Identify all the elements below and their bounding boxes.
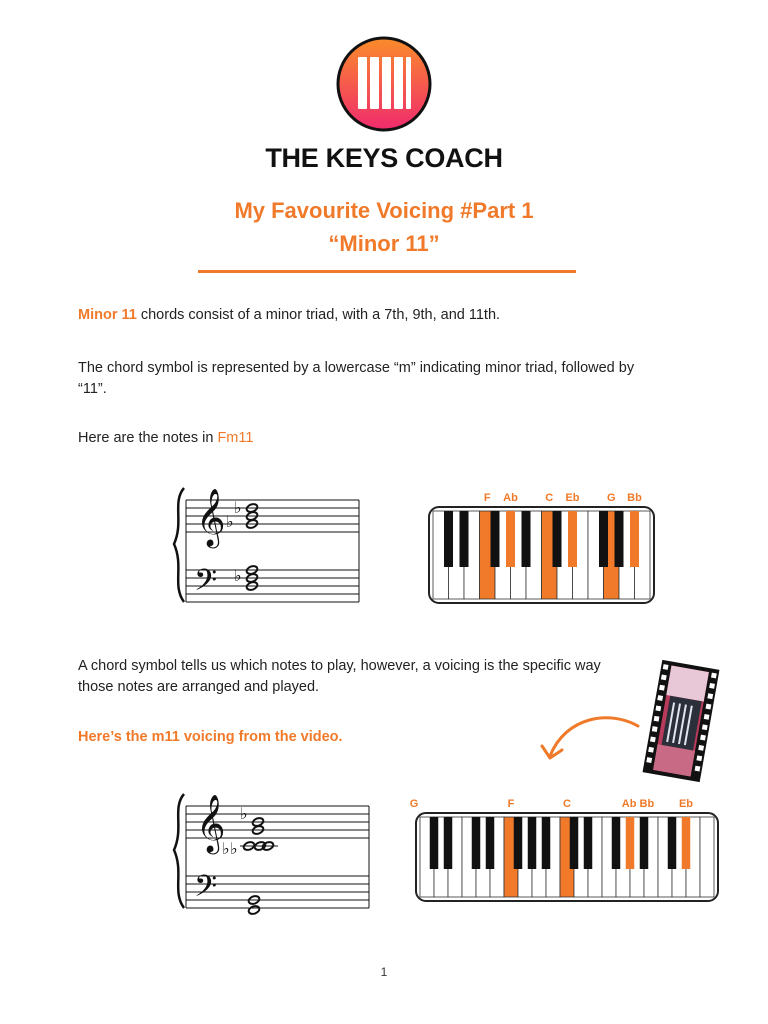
black-key <box>615 511 624 567</box>
page-number: 1 <box>380 965 388 979</box>
black-key <box>514 817 523 869</box>
note-label: Ab <box>503 492 518 504</box>
black-key <box>599 511 608 567</box>
piano-logo-icon <box>335 35 433 133</box>
black-key <box>568 511 577 567</box>
note-label: C <box>563 798 571 810</box>
keyboard-keys <box>429 507 654 603</box>
black-key <box>472 817 481 869</box>
keyboard-fm11 <box>428 485 656 605</box>
black-key <box>506 511 515 567</box>
page-subtitle: “Minor 11” <box>328 231 440 256</box>
note-label: F <box>507 798 515 810</box>
black-key <box>528 817 537 869</box>
black-key <box>444 817 453 869</box>
highlight-fm11: Fm11 <box>217 430 254 446</box>
black-key <box>522 511 531 567</box>
paragraph-voicing: A chord symbol tells us which notes to play, however, a voicing is the specific way those notes are arranged and played. <box>78 658 601 695</box>
page-title: My Favourite Voicing #Part 1 <box>234 198 534 223</box>
svg-text:♭: ♭ <box>234 500 242 517</box>
keyboard-m11-voicing <box>409 793 720 901</box>
paragraph-voicing-intro: Here’s the m11 voicing from the video. <box>78 729 343 745</box>
note-label: Eb <box>678 798 694 810</box>
svg-text:♭: ♭ <box>222 841 230 858</box>
video-filmstrip-thumbnail[interactable] <box>636 658 726 784</box>
note-label: F <box>483 492 491 504</box>
black-key <box>612 817 621 869</box>
paragraph-intro: Minor 11 chords consist of a minor triad, with a 7th, 9th, and 11th. <box>78 307 501 323</box>
black-key <box>486 817 495 869</box>
black-key <box>626 817 635 869</box>
keyboard-note-labels <box>484 492 642 504</box>
black-key <box>640 817 649 869</box>
highlight-minor11: Minor 11 <box>78 307 137 323</box>
brand-name: THE KEYS COACH <box>265 143 503 173</box>
black-key <box>570 817 579 869</box>
note-label: C <box>545 492 554 504</box>
bass-clef-icon: 𝄢 <box>194 563 218 604</box>
svg-text:♭: ♭ <box>234 568 242 585</box>
black-key <box>460 511 469 567</box>
bass-clef-icon: 𝄢 <box>194 869 218 910</box>
note-label: G <box>606 492 616 504</box>
black-key <box>584 817 593 869</box>
black-key <box>542 817 551 869</box>
white-key <box>700 817 714 897</box>
black-key <box>682 817 691 869</box>
staff-fm11 <box>170 482 362 608</box>
curved-arrow-icon <box>540 712 644 764</box>
black-key <box>668 817 677 869</box>
note-label: Eb <box>565 492 580 504</box>
black-key <box>491 511 500 567</box>
paragraph-notes-intro: Here are the notes in Fm11 <box>78 430 254 446</box>
black-key <box>430 817 439 869</box>
keyboard-keys <box>416 813 718 901</box>
black-key <box>630 511 639 567</box>
treble-clef-icon: 𝄞 <box>196 795 226 851</box>
treble-clef-icon: 𝄞 <box>196 489 226 545</box>
svg-text:♭: ♭ <box>230 841 238 858</box>
keyboard-note-labels <box>410 798 694 810</box>
svg-text:♭: ♭ <box>240 806 248 823</box>
paragraph-chord-symbol: The chord symbol is represented by a lowercase “m” indicating minor triad, followed by “11”. <box>78 360 635 397</box>
svg-text:♭: ♭ <box>226 514 234 531</box>
note-label: G <box>409 798 419 810</box>
note-label: Bb <box>627 492 642 504</box>
title-divider <box>198 270 576 273</box>
note-label: Ab Bb <box>621 798 655 810</box>
black-key <box>444 511 453 567</box>
black-key <box>553 511 562 567</box>
staff-m11-voicing <box>170 788 372 914</box>
